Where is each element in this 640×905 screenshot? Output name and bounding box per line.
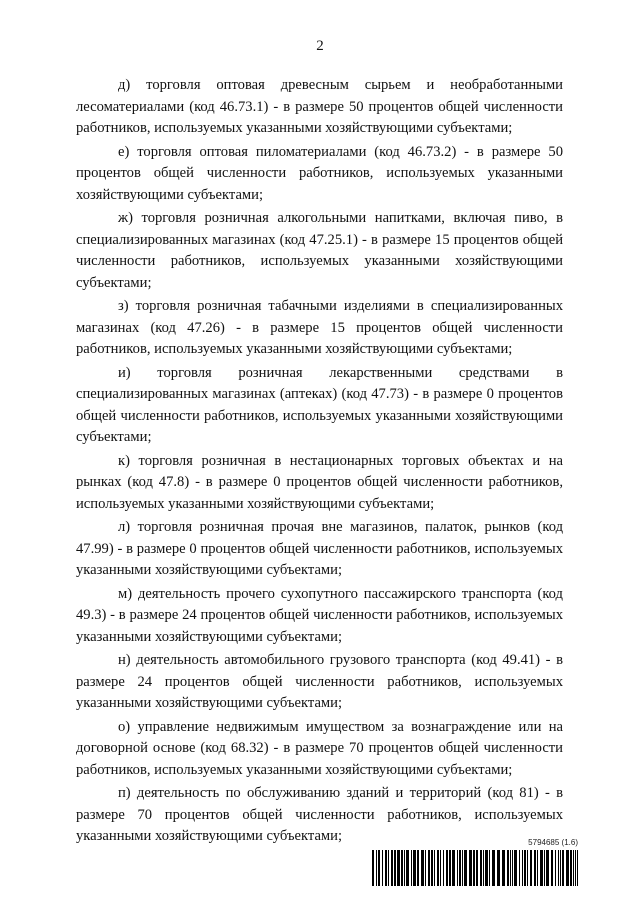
- paragraph-l: л) торговля розничная прочая вне магазинов, палаток, рынков (код 47.99) - в размере 0 процентов общей численности работников, используемых указанными хозяйствующими субъектами;: [76, 519, 563, 578]
- paragraph-o: о) управление недвижимым имуществом за вознаграждение или на договорной основе (код 68.32) - в размере 70 процентов общей численности работников, используемых указанными хозяйствующими субъектами;: [76, 718, 563, 778]
- page-number: 2: [316, 38, 324, 54]
- paragraph-n: н) деятельность автомобильного грузового транспорта (код 49.41) - в размере 24 процентов общей численности работников, используемых указанными хозяйствующими субъектами;: [76, 652, 563, 711]
- paragraph-i: и) торговля розничная лекарственными средствами в специализированных магазинах (аптеках) (код 47.73) - в размере 0 процентов общей численности работников, используемых указанными хозяйствующими субъектами;: [76, 364, 563, 445]
- paragraph-e: е) торговля оптовая пиломатериалами (код 46.73.2) - в размере 50 процентов общей численности работников, используемых указанными хозяйствующими субъектами;: [76, 143, 563, 203]
- paragraph-k: к) торговля розничная в нестационарных торговых объектах и на рынках (код 47.8) - в размере 0 процентов общей численности работников, используемых указанными хозяйствующими субъектами;: [76, 452, 563, 512]
- paragraph-z: з) торговля розничная табачными изделиями в специализированных магазинах (код 47.26) - в размере 15 процентов общей численности работников, используемых указанными хозяйствующими субъектами;: [76, 298, 563, 357]
- paragraph-zh: ж) торговля розничная алкогольными напитками, включая пиво, в специализированных магазинах (код 47.25.1) - в размере 15 процентов общей численности работников, используемых указанными хозяйствующими субъектами;: [76, 210, 563, 291]
- document-body: [76, 75, 563, 850]
- paragraph-m: м) деятельность прочего сухопутного пассажирского транспорта (код 49.3) - в размере 24 процентов общей численности работников, используемых указанными хозяйствующими субъектами;: [76, 585, 563, 645]
- barcode: [372, 838, 580, 888]
- barcode-id: 5794685 (1.6): [528, 838, 578, 847]
- barcode-bars: [372, 850, 580, 886]
- paragraph-p: п) деятельность по обслуживанию зданий и территорий (код 81) - в размере 70 процентов общей численности работников, используемых указанными хозяйствующими субъектами;: [76, 785, 563, 844]
- paragraph-d: д) торговля оптовая древесным сырьем и необработанными лесоматериалами (код 46.73.1) - в размере 50 процентов общей численности работников, используемых указанными хозяйствующими субъектами;: [76, 77, 563, 136]
